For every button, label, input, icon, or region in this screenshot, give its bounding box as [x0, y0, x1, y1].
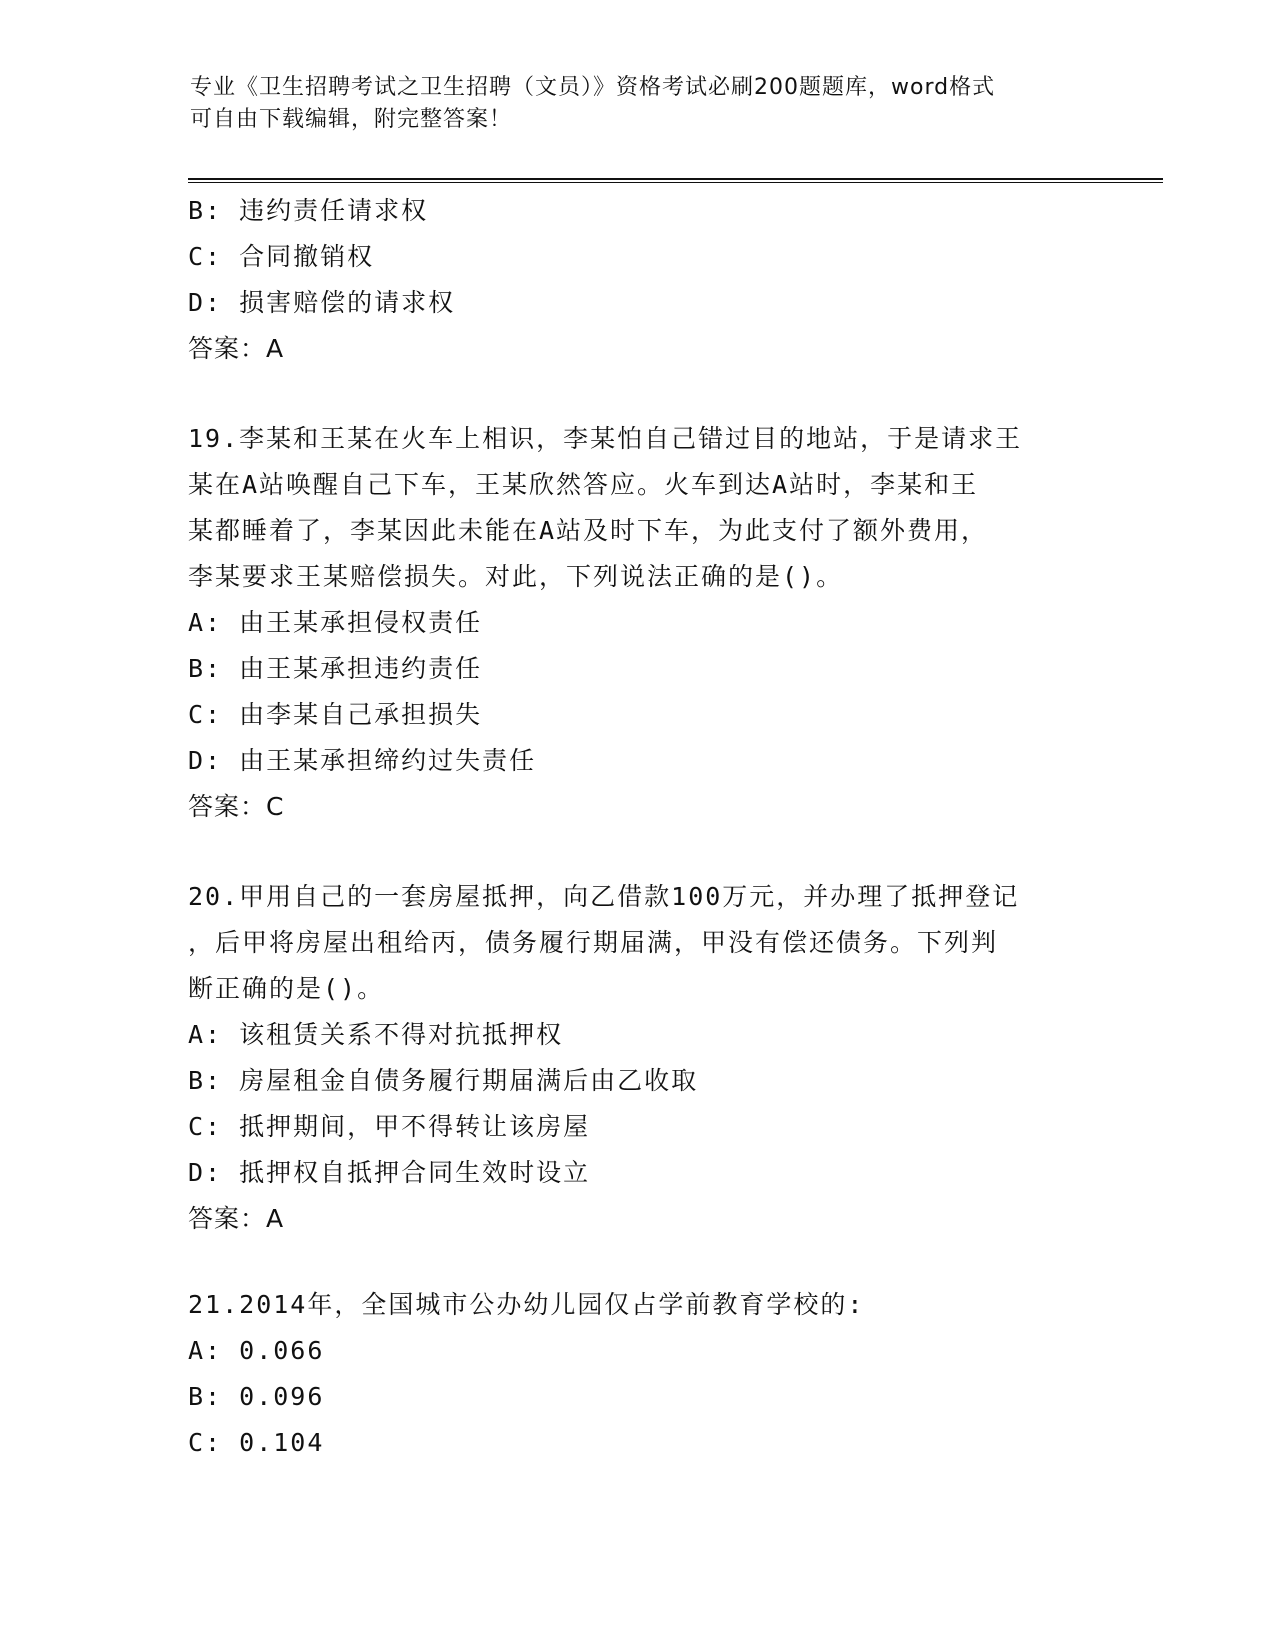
option-c: C: 合同撤销权 — [188, 242, 375, 271]
option-b: B: 0.096 — [188, 1382, 325, 1411]
question-stem-line: 李某要求王某赔偿损失。对此，下列说法正确的是()。 — [188, 562, 844, 591]
option-b: B: 由王某承担违约责任 — [188, 654, 483, 683]
question-stem-line: 某都睡着了，李某因此未能在A站及时下车，为此支付了额外费用， — [188, 516, 989, 545]
option-c: C: 抵押期间，甲不得转让该房屋 — [188, 1112, 591, 1141]
option-a: A: 0.066 — [188, 1336, 325, 1365]
question-stem-line: ，后甲将房屋出租给丙，债务履行期届满，甲没有偿还债务。下列判 — [188, 928, 999, 957]
option-a: A: 由王某承担侵权责任 — [188, 608, 483, 637]
question-20 — [188, 874, 1088, 1242]
question-stem-line: 19.李某和王某在火车上相识，李某怕自己错过目的地站，于是请求王 — [188, 424, 1023, 453]
question-stem-line: 21.2014年，全国城市公办幼儿园仅占学前教育学校的: — [188, 1290, 865, 1319]
header-title-line-1: 专业《卫生招聘考试之卫生招聘（文员）》资格考试必刷200题题库，word格式 — [190, 75, 996, 100]
option-b: B: 房屋租金自债务履行期届满后由乙收取 — [188, 1066, 699, 1095]
question-list — [188, 188, 1088, 1466]
answer: 答案：A — [188, 334, 285, 363]
question-18-tail — [188, 188, 1088, 372]
option-a: A: 该租赁关系不得对抗抵押权 — [188, 1020, 564, 1049]
option-d: D: 由王某承担缔约过失责任 — [188, 746, 537, 775]
option-d: D: 损害赔偿的请求权 — [188, 288, 456, 317]
header-title-line-2: 可自由下载编辑，附完整答案！ — [190, 107, 513, 132]
question-19 — [188, 416, 1088, 830]
question-21 — [188, 1282, 1088, 1466]
question-stem-line: 某在A站唤醒自己下车，王某欣然答应。火车到达A站时，李某和王 — [188, 470, 979, 499]
question-stem-line: 断正确的是()。 — [188, 974, 385, 1003]
document-header — [190, 72, 1090, 136]
option-d: D: 抵押权自抵押合同生效时设立 — [188, 1158, 591, 1187]
header-divider — [188, 178, 1163, 183]
option-c: C: 0.104 — [188, 1428, 325, 1457]
answer: 答案：C — [188, 792, 285, 821]
question-stem-line: 20.甲用自己的一套房屋抵押，向乙借款100万元，并办理了抵押登记 — [188, 882, 1020, 911]
option-c: C: 由李某自己承担损失 — [188, 700, 483, 729]
option-b: B: 违约责任请求权 — [188, 196, 429, 225]
answer: 答案：A — [188, 1204, 285, 1233]
